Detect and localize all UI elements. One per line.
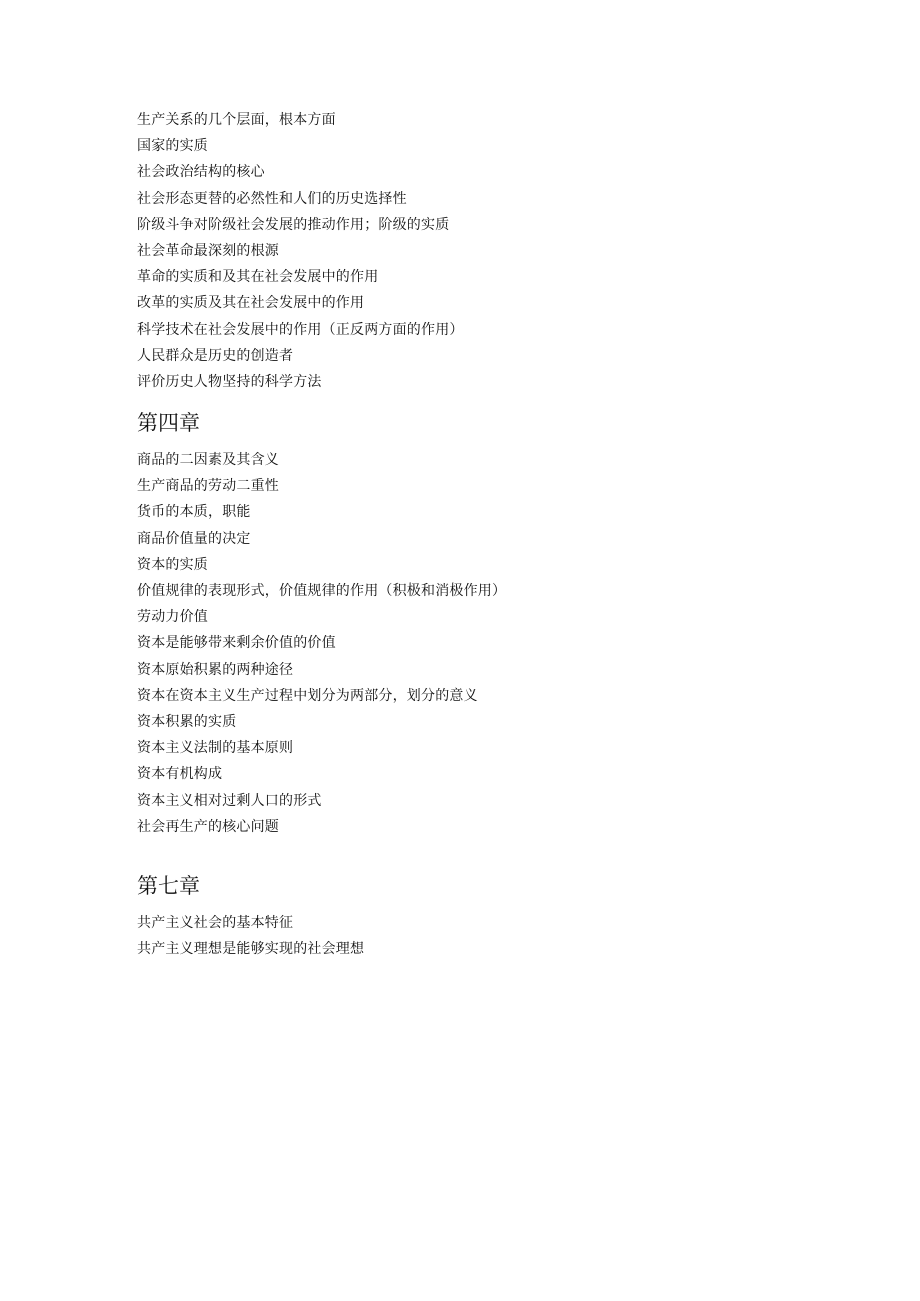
chapter-section: [137, 872, 837, 962]
list-item: 资本有机构成: [137, 766, 223, 783]
chapter-heading: 第四章: [137, 411, 200, 436]
list-item: 生产关系的几个层面，根本方面: [137, 112, 336, 128]
list-item: 社会政治结构的核心: [137, 164, 265, 181]
list-item: 价值规律的表现形式，价值规律的作用（积极和消极作用）: [137, 583, 507, 599]
list-item: 科学技术在社会发展中的作用（正反两方面的作用）: [137, 321, 464, 338]
document-content: [137, 107, 837, 962]
list-item: 资本在资本主义生产过程中划分为两部分，划分的意义: [137, 687, 478, 704]
list-item: 社会形态更替的必然性和人们的历史选择性: [137, 190, 407, 207]
list-item: 人民群众是历史的创造者: [137, 347, 294, 364]
chapter-item-list: [137, 910, 837, 962]
list-item: 生产商品的劳动二重性: [137, 478, 279, 495]
chapter-item-list: [137, 447, 837, 840]
list-item: 资本积累的实质: [137, 713, 237, 730]
list-item: 资本是能够带来剩余价值的价值: [137, 635, 336, 652]
list-item: 革命的实质和及其在社会发展中的作用: [137, 269, 379, 286]
chapter-heading: 第七章: [137, 873, 200, 898]
list-item: 社会再生产的核心问题: [137, 818, 279, 835]
list-item: 资本主义法制的基本原则: [137, 740, 294, 757]
list-item: 劳动力价值: [137, 609, 208, 626]
list-item: 货币的本质，职能: [137, 504, 251, 521]
list-item: 社会革命最深刻的根源: [137, 242, 279, 259]
intro-list: [137, 107, 837, 395]
list-item: 改革的实质及其在社会发展中的作用: [137, 295, 365, 312]
list-item: 共产主义社会的基本特征: [137, 914, 294, 931]
list-item: 商品的二因素及其含义: [137, 452, 279, 469]
list-item: 国家的实质: [137, 138, 208, 155]
list-item: 资本原始积累的两种途径: [137, 661, 294, 678]
list-item: 资本的实质: [137, 556, 208, 573]
list-item: 商品价值量的决定: [137, 530, 251, 547]
list-item: 阶级斗争对阶级社会发展的推动作用；阶级的实质: [137, 216, 450, 233]
list-item: 资本主义相对过剩人口的形式: [137, 792, 322, 809]
list-item: 共产主义理想是能够实现的社会理想: [137, 941, 365, 958]
chapter-section: [137, 409, 837, 840]
list-item: 评价历史人物坚持的科学方法: [137, 373, 322, 390]
